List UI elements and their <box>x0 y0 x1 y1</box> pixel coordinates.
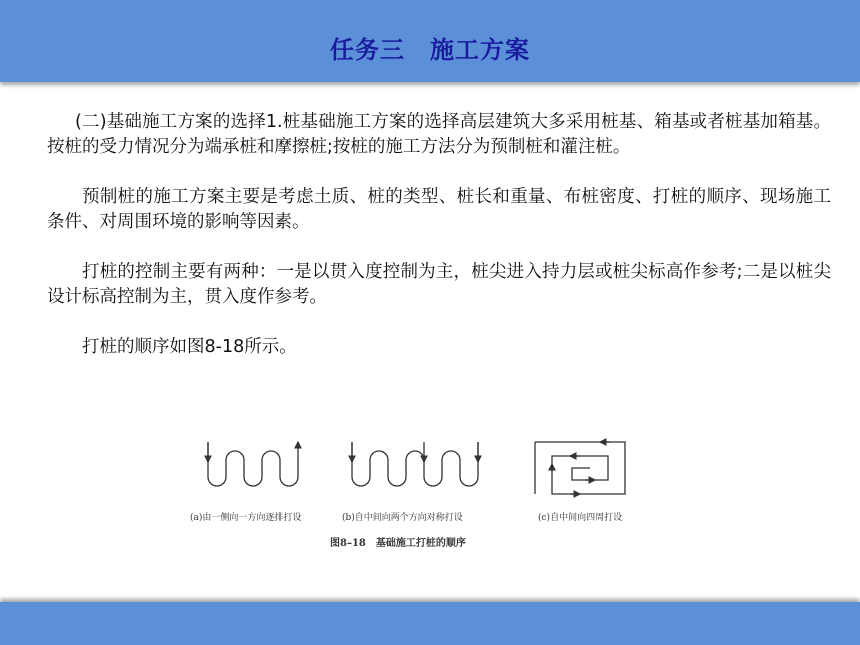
paragraph-2: 预制桩的施工方案主要是考虑土质、桩的类型、桩长和重量、布桩密度、打桩的顺序、现场施工条件、对周围环境的影响等因素。 <box>47 187 831 232</box>
footer-bar <box>0 602 860 645</box>
pile-sequence-figure <box>180 432 650 557</box>
paragraph-1: (二)基础施工方案的选择1.桩基础施工方案的选择高层建筑大多采用桩基、箱基或者桩基加箱基。按桩的受力情况分为端承桩和摩擦桩;按桩的施工方法分为预制桩和灌注桩。 <box>47 112 831 157</box>
paragraph-3: 打桩的控制主要有两种：一是以贯入度控制为主，桩尖进入持力层或桩尖标高作参考;二是以桩尖设计标高控制为主，贯入度作参考。 <box>47 262 831 307</box>
caption-a: (a)由一侧向一方向逐排打设 <box>190 513 302 523</box>
figure-title: 图8–18 基础施工打桩的顺序 <box>330 538 466 549</box>
header-bar <box>0 0 860 82</box>
paragraph-4: 打桩的顺序如图8-18所示。 <box>82 337 297 357</box>
body-text <box>47 110 831 385</box>
caption-b: (b)自中间向两个方向对称打设 <box>342 513 463 523</box>
page-title: 任务三 施工方案 <box>330 36 530 64</box>
diagram-a <box>208 442 298 486</box>
diagram-c <box>535 442 625 494</box>
diagram-b <box>352 442 478 486</box>
pile-sequence-diagram <box>180 432 650 557</box>
caption-c: (c)自中间向四周打设 <box>538 513 623 523</box>
